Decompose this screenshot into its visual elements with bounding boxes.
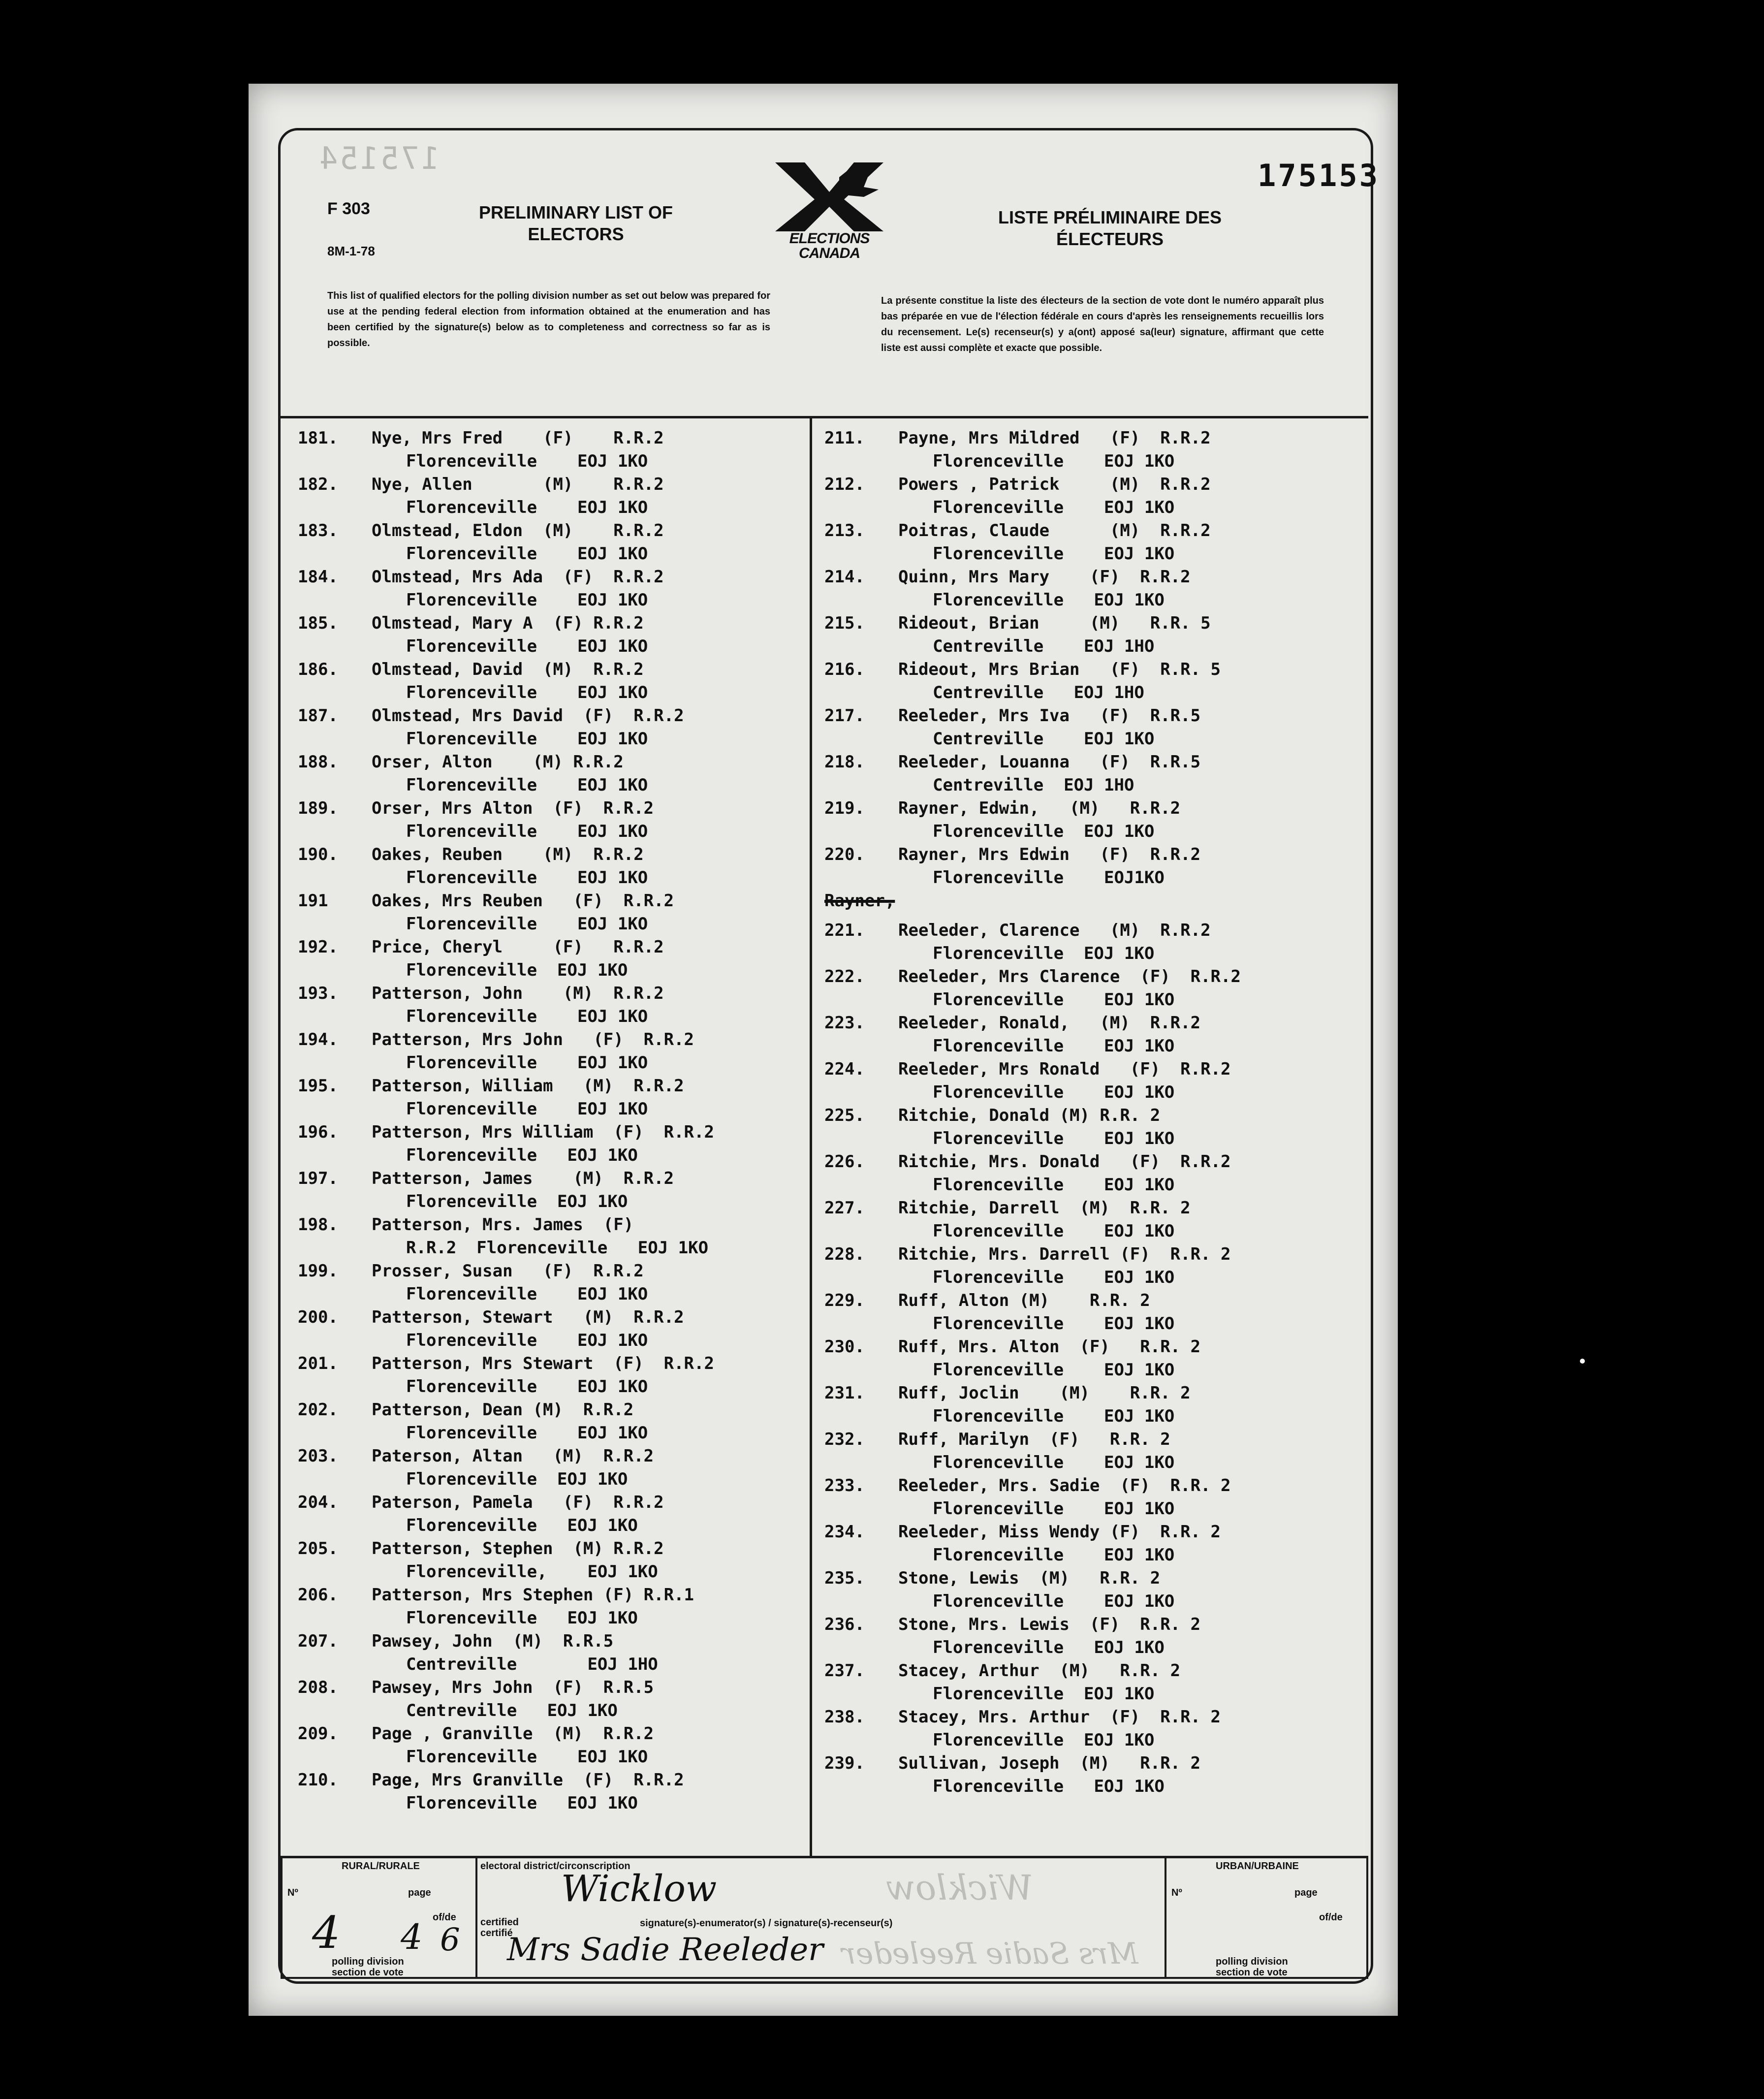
elector-entry bbox=[824, 1291, 1361, 1337]
struck-out-text: Rayner, bbox=[824, 891, 895, 911]
elector-name-line: Pawsey, Mrs John (F) R.R.5 bbox=[372, 1678, 654, 1697]
right-column bbox=[824, 428, 1361, 1800]
elector-number: 187. bbox=[298, 706, 338, 726]
elector-number: 196. bbox=[298, 1122, 338, 1142]
elector-address-line: Florenceville EOJ 1KO bbox=[406, 451, 648, 471]
elector-entry bbox=[298, 1539, 800, 1585]
elector-number: 217. bbox=[824, 706, 865, 726]
logo-line1: ELECTIONS bbox=[789, 230, 870, 247]
elector-address-line: Florenceville EOJ 1KO bbox=[406, 590, 648, 610]
elector-entry bbox=[298, 1400, 800, 1446]
elections-canada-logo bbox=[765, 158, 893, 276]
elector-entry bbox=[824, 475, 1361, 521]
elector-address-line: Florenceville EOJ 1KO bbox=[933, 990, 1175, 1010]
elector-number: 190. bbox=[298, 845, 338, 864]
elector-entry bbox=[298, 1215, 800, 1261]
elector-entry bbox=[824, 1707, 1361, 1753]
elector-entry bbox=[824, 1615, 1361, 1661]
elector-address-line: Florenceville EOJ 1KO bbox=[933, 1638, 1165, 1657]
elector-entry bbox=[824, 1430, 1361, 1476]
elector-number: 184. bbox=[298, 567, 338, 587]
elector-name-line: Patterson, James (M) R.R.2 bbox=[372, 1169, 674, 1188]
elector-address-line: Centreville EOJ 1HO bbox=[933, 636, 1155, 656]
elector-name-line: Orser, Alton (M) R.R.2 bbox=[372, 752, 624, 772]
title-french bbox=[962, 207, 1258, 250]
enumerator-signature: Mrs Sadie Reeleder bbox=[507, 1932, 823, 1968]
of-label: of/de bbox=[433, 1912, 456, 1923]
elector-name-line: Reeleder, Louanna (F) R.R.5 bbox=[898, 752, 1201, 772]
elector-name-line: Patterson, Mrs Stewart (F) R.R.2 bbox=[372, 1354, 714, 1373]
elector-number: 225. bbox=[824, 1106, 865, 1125]
logo-line2: CANADA bbox=[799, 245, 860, 261]
elector-name-line: Olmstead, Eldon (M) R.R.2 bbox=[372, 521, 664, 541]
elector-address-line: Florenceville EOJ 1KO bbox=[933, 590, 1165, 610]
elector-name-line: Ruff, Alton (M) R.R. 2 bbox=[898, 1291, 1150, 1310]
elector-name-line: Olmstead, Mary A (F) R.R.2 bbox=[372, 613, 644, 633]
elector-address-line: Florenceville EOJ 1KO bbox=[933, 1499, 1175, 1519]
elector-address-line: Florenceville EOJ 1KO bbox=[933, 1221, 1175, 1241]
elector-number: 194. bbox=[298, 1030, 338, 1050]
elector-entry bbox=[824, 798, 1361, 845]
no-label: Nº bbox=[287, 1887, 298, 1898]
elector-name-line: Patterson, John (M) R.R.2 bbox=[372, 984, 664, 1003]
elector-address-line: Florenceville EOJ 1KO bbox=[933, 1175, 1175, 1195]
elector-entry bbox=[824, 1522, 1361, 1568]
elector-number: 236. bbox=[824, 1615, 865, 1634]
elector-entry bbox=[824, 1568, 1361, 1615]
elector-entry bbox=[298, 984, 800, 1030]
elector-name-line: Prosser, Susan (F) R.R.2 bbox=[372, 1261, 644, 1281]
elector-name-line: Oakes, Mrs Reuben (F) R.R.2 bbox=[372, 891, 674, 911]
elector-name-line: Stacey, Arthur (M) R.R. 2 bbox=[898, 1661, 1181, 1681]
elector-address-line: R.R.2 Florenceville EOJ 1KO bbox=[406, 1238, 709, 1258]
elector-address-line: Florenceville EOJ 1KO bbox=[406, 636, 648, 656]
elector-address-line: Florenceville EOJ 1KO bbox=[933, 1036, 1175, 1056]
elector-address-line: Florenceville EOJ 1KO bbox=[933, 1545, 1175, 1565]
ghost-signature: Mrs Sadie Reeleder bbox=[842, 1937, 1138, 1971]
elector-address-line: Florenceville EOJ 1KO bbox=[406, 868, 648, 888]
elector-number: 208. bbox=[298, 1678, 338, 1697]
elector-name-line: Rideout, Brian (M) R.R. 5 bbox=[898, 613, 1211, 633]
elector-name-line: Reeleder, Mrs. Sadie (F) R.R. 2 bbox=[898, 1476, 1231, 1495]
polling-division-label: polling division bbox=[332, 1956, 404, 1967]
elector-number: 200. bbox=[298, 1307, 338, 1327]
elector-address-line: Florenceville EOJ 1KO bbox=[406, 1331, 648, 1350]
elector-list-sheet bbox=[249, 84, 1398, 2016]
elector-entry bbox=[298, 891, 800, 937]
elector-entry bbox=[298, 475, 800, 521]
elector-name-line: Reeleder, Mrs Clarence (F) R.R.2 bbox=[898, 967, 1241, 986]
elector-entry bbox=[824, 1106, 1361, 1152]
elector-entry bbox=[298, 1169, 800, 1215]
elector-name-line: Ritchie, Donald (M) R.R. 2 bbox=[898, 1106, 1161, 1125]
title-fr-line2: ÉLECTEURS bbox=[1056, 229, 1164, 249]
elector-entry bbox=[824, 1337, 1361, 1383]
elector-address-line: Florenceville EOJ 1KO bbox=[933, 544, 1175, 564]
elector-address-line: Florenceville EOJ 1KO bbox=[406, 1793, 638, 1813]
elector-address-line: Florenceville EOJ 1KO bbox=[406, 914, 648, 934]
elector-name-line: Rayner, Mrs Edwin (F) R.R.2 bbox=[898, 845, 1201, 864]
elector-entry bbox=[824, 1753, 1361, 1800]
elector-address-line: Florenceville EOJ 1KO bbox=[933, 1082, 1175, 1102]
elector-entry bbox=[298, 660, 800, 706]
elector-name-line: Patterson, Mrs William (F) R.R.2 bbox=[372, 1122, 714, 1142]
elector-name-line: Payne, Mrs Mildred (F) R.R.2 bbox=[898, 428, 1211, 448]
elector-number: 223. bbox=[824, 1013, 865, 1033]
page-number: 4 bbox=[401, 1917, 423, 1957]
elector-entry bbox=[824, 706, 1361, 752]
elector-name-line: Patterson, William (M) R.R.2 bbox=[372, 1076, 684, 1096]
elector-entry bbox=[298, 1585, 800, 1631]
elector-name-line: Patterson, Stephen (M) R.R.2 bbox=[372, 1539, 664, 1558]
elector-name-line: Patterson, Stewart (M) R.R.2 bbox=[372, 1307, 684, 1327]
elector-address-line: Centreville EOJ 1KO bbox=[406, 1701, 618, 1720]
elector-entry bbox=[824, 1661, 1361, 1707]
page-label: page bbox=[408, 1887, 431, 1898]
elector-name-line: Stone, Mrs. Lewis (F) R.R. 2 bbox=[898, 1615, 1201, 1634]
serial-number: 175153 bbox=[1258, 158, 1380, 193]
elector-name-line: Ruff, Mrs. Alton (F) R.R. 2 bbox=[898, 1337, 1201, 1357]
signature-label: signature(s)-enumerator(s) / signature(s)-recenseur(s) bbox=[640, 1918, 893, 1929]
elector-number: 232. bbox=[824, 1430, 865, 1449]
elector-entry bbox=[298, 1631, 800, 1678]
elector-name-line: Price, Cheryl (F) R.R.2 bbox=[372, 937, 664, 957]
intro-french: La présente constitue la liste des électeurs de la section de vote dont le numéro apparaît plus bas préparée en vue de l'élection fédérale en cours d'après les renseignements recueillis lors du recensement. Le(s) recenseur(s) y a(ont) apposé sa(leur) signature, affirmant que cette liste est aussi complète et exacte que possible. bbox=[881, 295, 1324, 353]
elector-entry bbox=[824, 845, 1361, 891]
elector-address-line: Florenceville EOJ 1KO bbox=[406, 1608, 638, 1628]
elector-name-line: Sullivan, Joseph (M) R.R. 2 bbox=[898, 1753, 1201, 1773]
district-name: Wicklow bbox=[561, 1868, 717, 1910]
elector-address-line: Centreville EOJ 1HO bbox=[933, 683, 1144, 702]
elector-name-line: Rideout, Mrs Brian (F) R.R. 5 bbox=[898, 660, 1221, 679]
elector-number: 210. bbox=[298, 1770, 338, 1790]
elector-number: 234. bbox=[824, 1522, 865, 1542]
rural-label: RURAL/RURALE bbox=[342, 1861, 420, 1872]
elector-name-line: Stone, Lewis (M) R.R. 2 bbox=[898, 1568, 1161, 1588]
elector-number: 237. bbox=[824, 1661, 865, 1681]
elector-address-line: Florenceville EOJ1KO bbox=[933, 868, 1165, 888]
elector-number: 226. bbox=[824, 1152, 865, 1172]
title-en-line2: ELECTORS bbox=[528, 224, 624, 244]
elector-name-line: Reeleder, Mrs Ronald (F) R.R.2 bbox=[898, 1059, 1231, 1079]
elector-address-line: Florenceville EOJ 1KO bbox=[406, 1284, 648, 1304]
elector-number: 186. bbox=[298, 660, 338, 679]
urban-polling-division-label: polling division bbox=[1216, 1956, 1288, 1967]
elector-entry bbox=[824, 967, 1361, 1013]
urban-no-label: Nº bbox=[1171, 1887, 1182, 1898]
page-total: 6 bbox=[440, 1922, 460, 1958]
elector-entry bbox=[298, 798, 800, 845]
elector-number: 207. bbox=[298, 1631, 338, 1651]
elector-number: 206. bbox=[298, 1585, 338, 1605]
elector-name-line: Rayner, Edwin, (M) R.R.2 bbox=[898, 798, 1181, 818]
elector-entry bbox=[298, 1261, 800, 1307]
form-code: 8M-1-78 bbox=[327, 244, 375, 258]
elector-number: 216. bbox=[824, 660, 865, 679]
elector-number: 218. bbox=[824, 752, 865, 772]
elector-address-line: Florenceville EOJ 1KO bbox=[406, 775, 648, 795]
division-number: 4 bbox=[312, 1907, 341, 1959]
elector-number: 224. bbox=[824, 1059, 865, 1079]
elector-address-line: Florenceville EOJ 1KO bbox=[406, 822, 648, 841]
title-english bbox=[431, 202, 721, 245]
right-entry-list bbox=[824, 428, 1361, 1800]
elector-name-line: Stacey, Mrs. Arthur (F) R.R. 2 bbox=[898, 1707, 1221, 1727]
elector-number: 214. bbox=[824, 567, 865, 587]
elector-entry bbox=[824, 921, 1361, 967]
elector-number: 198. bbox=[298, 1215, 338, 1235]
elector-name-line: Ritchie, Mrs. Donald (F) R.R.2 bbox=[898, 1152, 1231, 1172]
elector-entry bbox=[824, 613, 1361, 660]
struck-out-line bbox=[824, 891, 1361, 921]
elector-entry bbox=[298, 1724, 800, 1770]
elector-number: 204. bbox=[298, 1493, 338, 1512]
elector-number: 215. bbox=[824, 613, 865, 633]
elector-number: 222. bbox=[824, 967, 865, 986]
elector-number: 219. bbox=[824, 798, 865, 818]
elector-number: 228. bbox=[824, 1244, 865, 1264]
elector-entry bbox=[824, 660, 1361, 706]
section-de-vote-label: section de vote bbox=[332, 1967, 404, 1978]
elector-address-line: Florenceville EOJ 1KO bbox=[406, 1053, 648, 1073]
elector-entry bbox=[298, 613, 800, 660]
elector-name-line: Page, Mrs Granville (F) R.R.2 bbox=[372, 1770, 684, 1790]
elector-address-line: Florenceville EOJ 1KO bbox=[933, 498, 1175, 517]
elector-entry bbox=[298, 706, 800, 752]
elector-number: 185. bbox=[298, 613, 338, 633]
elector-number: 230. bbox=[824, 1337, 865, 1357]
urban-page-label: page bbox=[1294, 1887, 1318, 1898]
elector-name-line: Reeleder, Clarence (M) R.R.2 bbox=[898, 921, 1211, 940]
ghost-serial-number: 175154 bbox=[317, 140, 440, 176]
title-fr-line1: LISTE PRÉLIMINAIRE DES bbox=[998, 207, 1222, 227]
elector-number: 192. bbox=[298, 937, 338, 957]
elector-number: 197. bbox=[298, 1169, 338, 1188]
elector-name-line: Powers , Patrick (M) R.R.2 bbox=[898, 475, 1211, 494]
left-entry-list bbox=[298, 428, 800, 1816]
elector-entry bbox=[298, 752, 800, 798]
elector-name-line: Reeleder, Mrs Iva (F) R.R.5 bbox=[898, 706, 1201, 726]
elector-name-line: Patterson, Dean (M) R.R.2 bbox=[372, 1400, 634, 1420]
elector-name-line: Ruff, Marilyn (F) R.R. 2 bbox=[898, 1430, 1170, 1449]
elector-entry bbox=[298, 567, 800, 613]
elector-entry bbox=[298, 1307, 800, 1354]
elector-entry bbox=[824, 1244, 1361, 1291]
elector-address-line: Florenceville EOJ 1KO bbox=[933, 1684, 1155, 1704]
elector-number: 239. bbox=[824, 1753, 865, 1773]
elector-name-line: Nye, Allen (M) R.R.2 bbox=[372, 475, 664, 494]
elector-number: 205. bbox=[298, 1539, 338, 1558]
elector-name-line: Poitras, Claude (M) R.R.2 bbox=[898, 521, 1211, 541]
elector-number: 189. bbox=[298, 798, 338, 818]
elector-address-line: Florenceville EOJ 1KO bbox=[406, 1145, 638, 1165]
header-divider bbox=[281, 416, 1368, 418]
elector-address-line: Florenceville EOJ 1KO bbox=[406, 1516, 638, 1535]
elector-address-line: Centreville EOJ 1HO bbox=[933, 775, 1134, 795]
elector-name-line: Patterson, Mrs John (F) R.R.2 bbox=[372, 1030, 694, 1050]
elector-entry bbox=[824, 567, 1361, 613]
elector-number: 183. bbox=[298, 521, 338, 541]
elector-address-line: Florenceville EOJ 1KO bbox=[933, 1777, 1165, 1796]
elector-name-line: Quinn, Mrs Mary (F) R.R.2 bbox=[898, 567, 1191, 587]
elector-address-line: Florenceville EOJ 1KO bbox=[406, 498, 648, 517]
form-number: F 303 bbox=[327, 199, 370, 218]
elector-number: 202. bbox=[298, 1400, 338, 1420]
elector-entry bbox=[298, 1354, 800, 1400]
elector-name-line: Ritchie, Darrell (M) R.R. 2 bbox=[898, 1198, 1191, 1218]
elector-number: 195. bbox=[298, 1076, 338, 1096]
elector-number: 199. bbox=[298, 1261, 338, 1281]
elector-number: 221. bbox=[824, 921, 865, 940]
elector-address-line: Florenceville EOJ 1KO bbox=[933, 1268, 1175, 1287]
elector-address-line: Florenceville EOJ 1KO bbox=[933, 1406, 1175, 1426]
elector-address-line: Centreville EOJ 1KO bbox=[933, 729, 1155, 749]
maple-x-icon bbox=[765, 158, 893, 231]
elector-address-line: Florenceville EOJ 1KO bbox=[406, 544, 648, 564]
elector-number: 212. bbox=[824, 475, 865, 494]
elector-number: 181. bbox=[298, 428, 338, 448]
elector-address-line: Florenceville, EOJ 1KO bbox=[406, 1562, 658, 1582]
elector-address-line: Florenceville EOJ 1KO bbox=[406, 1007, 648, 1026]
elector-number: 193. bbox=[298, 984, 338, 1003]
elector-name-line: Patterson, Mrs. James (F) bbox=[372, 1215, 634, 1235]
elector-name-line: Oakes, Reuben (M) R.R.2 bbox=[372, 845, 644, 864]
elector-entry bbox=[824, 1383, 1361, 1430]
footer bbox=[281, 1856, 1368, 1979]
elector-address-line: Florenceville EOJ 1KO bbox=[406, 1469, 628, 1489]
elector-entry bbox=[298, 1678, 800, 1724]
elector-entry bbox=[824, 1476, 1361, 1522]
elector-address-line: Centreville EOJ 1HO bbox=[406, 1654, 658, 1674]
elector-entry bbox=[824, 752, 1361, 798]
ghost-district-name: Wicklow bbox=[886, 1868, 1034, 1908]
elector-number: 201. bbox=[298, 1354, 338, 1373]
elector-address-line: Florenceville EOJ 1KO bbox=[933, 1453, 1175, 1472]
certified-label: certified bbox=[480, 1917, 519, 1928]
elector-entry bbox=[824, 1198, 1361, 1244]
elector-address-line: Florenceville EOJ 1KO bbox=[933, 1591, 1175, 1611]
elector-name-line: Ruff, Joclin (M) R.R. 2 bbox=[898, 1383, 1191, 1403]
elector-number: 203. bbox=[298, 1446, 338, 1466]
elector-address-line: Florenceville EOJ 1KO bbox=[933, 1360, 1175, 1380]
elector-entry bbox=[824, 1059, 1361, 1106]
elector-address-line: Florenceville EOJ 1KO bbox=[406, 1377, 648, 1397]
elector-name-line: Page , Granville (M) R.R.2 bbox=[372, 1724, 654, 1744]
elector-number: 231. bbox=[824, 1383, 865, 1403]
speck bbox=[1580, 1359, 1585, 1364]
elector-entry bbox=[298, 1493, 800, 1539]
elector-entry bbox=[824, 1013, 1361, 1059]
column-divider bbox=[810, 418, 812, 1856]
district-box bbox=[477, 1856, 1166, 1979]
urban-box bbox=[1166, 1856, 1368, 1979]
elector-entry bbox=[298, 1030, 800, 1076]
elector-name-line: Nye, Mrs Fred (F) R.R.2 bbox=[372, 428, 664, 448]
intro-english: This list of qualified electors for the polling division number as set out below was prepared for use at the pending federal election from information obtained at the enumeration and has been certified by the signature(s) below as to completeness and correctness so far as is possible. bbox=[327, 290, 770, 349]
elector-address-line: Florenceville EOJ 1KO bbox=[406, 960, 628, 980]
elector-entry bbox=[298, 428, 800, 475]
elector-name-line: Ritchie, Mrs. Darrell (F) R.R. 2 bbox=[898, 1244, 1231, 1264]
title-en-line1: PRELIMINARY LIST OF bbox=[478, 202, 673, 223]
rural-box bbox=[281, 1856, 477, 1979]
elector-name-line: Reeleder, Miss Wendy (F) R.R. 2 bbox=[898, 1522, 1221, 1542]
urban-of-label: of/de bbox=[1319, 1912, 1343, 1923]
elector-entry bbox=[298, 1770, 800, 1816]
elector-address-line: Florenceville EOJ 1KO bbox=[406, 683, 648, 702]
elector-address-line: Florenceville EOJ 1KO bbox=[933, 1314, 1175, 1334]
elector-name-line: Paterson, Altan (M) R.R.2 bbox=[372, 1446, 654, 1466]
elector-number: 238. bbox=[824, 1707, 865, 1727]
urban-label: URBAN/URBAINE bbox=[1216, 1861, 1299, 1872]
elector-number: 227. bbox=[824, 1198, 865, 1218]
elector-number: 213. bbox=[824, 521, 865, 541]
elector-entry bbox=[298, 1122, 800, 1169]
elector-number: 209. bbox=[298, 1724, 338, 1744]
elector-name-line: Paterson, Pamela (F) R.R.2 bbox=[372, 1493, 664, 1512]
elector-entry bbox=[298, 1076, 800, 1122]
elector-entry bbox=[824, 1152, 1361, 1198]
elector-name-line: Pawsey, John (M) R.R.5 bbox=[372, 1631, 614, 1651]
elector-number: 191 bbox=[298, 891, 328, 911]
elector-entry bbox=[298, 1446, 800, 1493]
elector-number: 233. bbox=[824, 1476, 865, 1495]
elector-entry bbox=[298, 521, 800, 567]
elector-name-line: Reeleder, Ronald, (M) R.R.2 bbox=[898, 1013, 1201, 1033]
elector-address-line: Florenceville EOJ 1KO bbox=[406, 1192, 628, 1211]
elector-address-line: Florenceville EOJ 1KO bbox=[406, 1423, 648, 1443]
elector-name-line: Olmstead, Mrs David (F) R.R.2 bbox=[372, 706, 684, 726]
elector-entry bbox=[298, 937, 800, 984]
elector-number: 211. bbox=[824, 428, 865, 448]
elector-number: 188. bbox=[298, 752, 338, 772]
elector-number: 220. bbox=[824, 845, 865, 864]
elector-number: 182. bbox=[298, 475, 338, 494]
elector-address-line: Florenceville EOJ 1KO bbox=[933, 944, 1155, 963]
elector-name-line: Olmstead, David (M) R.R.2 bbox=[372, 660, 644, 679]
elector-address-line: Florenceville EOJ 1KO bbox=[406, 729, 648, 749]
elector-address-line: Florenceville EOJ 1KO bbox=[933, 1730, 1155, 1750]
elector-name-line: Olmstead, Mrs Ada (F) R.R.2 bbox=[372, 567, 664, 587]
urban-section-de-vote-label: section de vote bbox=[1216, 1967, 1288, 1978]
elector-address-line: Florenceville EOJ 1KO bbox=[406, 1747, 648, 1767]
elector-address-line: Florenceville EOJ 1KO bbox=[933, 451, 1175, 471]
elector-name-line: Patterson, Mrs Stephen (F) R.R.1 bbox=[372, 1585, 694, 1605]
elector-entry bbox=[298, 845, 800, 891]
certifie-label: certifié bbox=[480, 1928, 513, 1939]
elector-entry bbox=[824, 428, 1361, 475]
elector-entry bbox=[824, 521, 1361, 567]
district-label: electoral district/circonscription bbox=[480, 1861, 630, 1872]
elector-address-line: Florenceville EOJ 1KO bbox=[406, 1099, 648, 1119]
elector-name-line: Orser, Mrs Alton (F) R.R.2 bbox=[372, 798, 654, 818]
elector-number: 229. bbox=[824, 1291, 865, 1310]
elector-number: 235. bbox=[824, 1568, 865, 1588]
left-column bbox=[298, 428, 800, 1816]
elector-address-line: Florenceville EOJ 1KO bbox=[933, 1129, 1175, 1148]
elector-address-line: Florenceville EOJ 1KO bbox=[933, 822, 1155, 841]
